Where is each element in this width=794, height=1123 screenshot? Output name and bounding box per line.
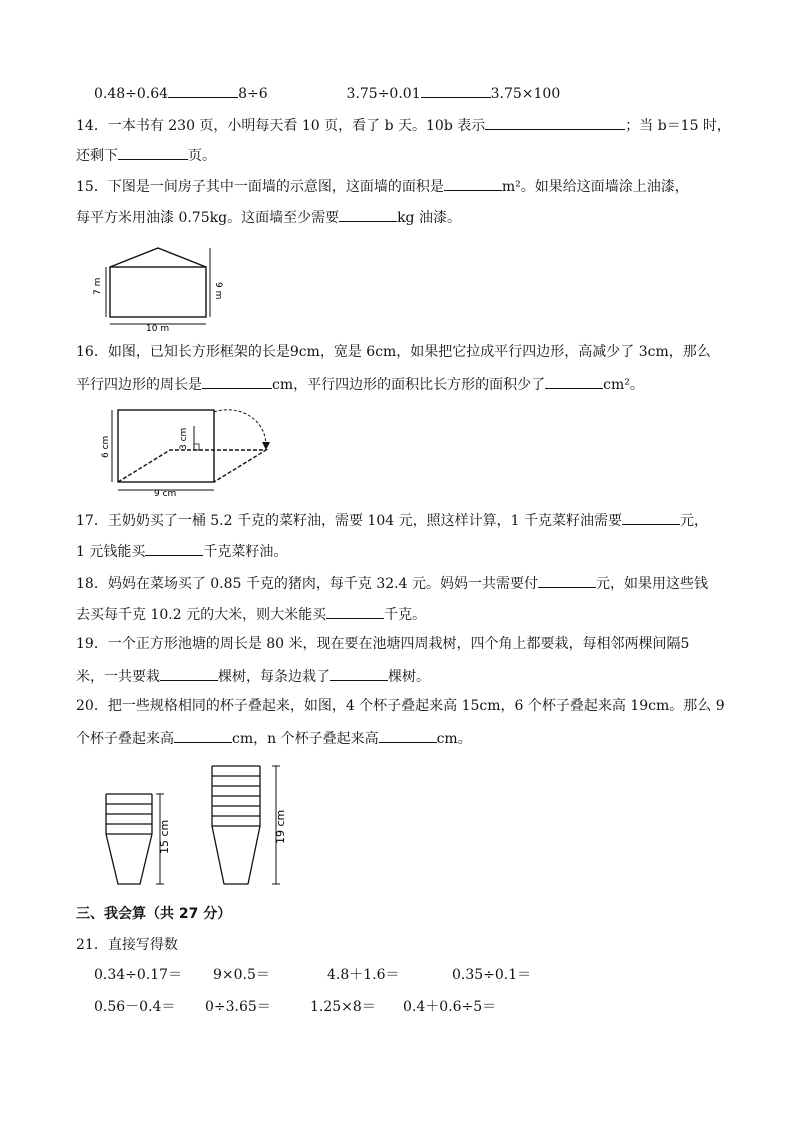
parallelogram-left-label: 6 cm: [101, 435, 111, 458]
q19-text-a: 米，一共要栽: [76, 669, 160, 685]
q16-text-b: cm，平行四边形的面积比长方形的面积少了: [272, 377, 546, 393]
q18-line2: [76, 603, 426, 625]
wall-roof: [110, 248, 206, 267]
q13-a-right: 8÷6: [238, 86, 268, 102]
q17-blank-2[interactable]: [145, 540, 203, 556]
q17-text-a: 17．王奶奶买了一桶 5.2 千克的菜籽油，需要 104 元，照这样计算，1 千克菜籽油需要: [76, 513, 622, 529]
q20-text-b: cm，n 个杯子叠起来高: [232, 731, 379, 747]
q15-blank-1[interactable]: [444, 175, 502, 191]
wall-bottom-label: 10 m: [146, 324, 170, 334]
q18-text-c: 去买每千克 10.2 元的大米，则大米能买: [76, 607, 327, 623]
q15-text-a: 15．下图是一间房子其中一面墙的示意图，这面墙的面积是: [76, 179, 444, 195]
q14-text-a: 14．一本书有 230 页，小明每天看 10 页，看了 b 天。10b 表示: [76, 118, 486, 134]
q13-b-left: 3.75÷0.01: [346, 86, 421, 102]
q15-wall-figure: [93, 232, 226, 334]
q13-b-right: 3.75×100: [490, 86, 561, 102]
q20-line1: 20．把一些规格相同的杯子叠起来，如图，4 个杯子叠起来高 15cm，6 个杯子叠起来高 19cm。那么 9: [76, 698, 725, 714]
q14-blank-2[interactable]: [118, 144, 188, 160]
section-3-title: 三、我会算（共 27 分）: [76, 906, 232, 922]
q13-a-left: 0.48÷0.64: [94, 86, 169, 102]
q18-blank-1[interactable]: [538, 572, 596, 588]
q18-line1: [76, 572, 708, 594]
q17-blank-1[interactable]: [622, 509, 680, 525]
q14-line1: [76, 114, 731, 136]
q21-row1-item4: 0.35÷0.1＝: [452, 967, 532, 983]
q18-blank-2[interactable]: [326, 603, 384, 619]
q17-text-b: 元，: [679, 513, 708, 529]
q16-blank-1[interactable]: [202, 373, 272, 389]
q19-blank-1[interactable]: [160, 665, 218, 681]
q20-blank-2[interactable]: [379, 727, 437, 743]
wall-right-label: 9 m: [213, 282, 223, 300]
q15-text-d: kg 油漆。: [397, 210, 461, 226]
q16-text-c: cm²。: [603, 377, 644, 393]
q14-text-b: ；当 b＝15 时，: [625, 118, 731, 134]
q21-row2-item4: 0.4＋0.6÷5＝: [403, 999, 497, 1015]
q19-text-c: 棵树。: [388, 669, 430, 685]
q18-text-b: 元，如果用这些钱: [595, 576, 708, 592]
q18-text-d: 千克。: [384, 607, 427, 623]
q14-line2: [76, 144, 216, 166]
q18-text-a: 18．妈妈在菜场买了 0.85 千克的猪肉，每千克 32.4 元。妈妈一共需要付: [76, 576, 538, 592]
q19-blank-2[interactable]: [330, 665, 388, 681]
cups-4-height-label: 15 cm: [158, 819, 171, 854]
parallelogram-mid-label: 3 cm: [179, 427, 189, 450]
q13-a-blank[interactable]: [168, 82, 238, 98]
wall-body: [110, 267, 206, 317]
q15-text-c: 每平方米用油漆 0.75kg。这面墙至少需要: [76, 210, 340, 226]
q21-row2-item1: 0.56－0.4＝: [94, 999, 176, 1015]
q17-line2: [76, 540, 287, 562]
parallelogram: [118, 450, 266, 482]
q16-text-a: 平行四边形的周长是: [76, 377, 202, 393]
q13-b-blank[interactable]: [421, 82, 491, 98]
rectangle-frame: [118, 410, 214, 482]
q17-line1: [76, 509, 708, 531]
rotation-arc: [214, 410, 266, 446]
q14-text-d: 页。: [188, 148, 216, 164]
q13-comparison-row: [94, 82, 560, 104]
wall-left-label: 7 m: [93, 277, 103, 295]
q21-title: 21．直接写得数: [76, 937, 178, 953]
q16-blank-2[interactable]: [545, 373, 603, 389]
q14-blank-1[interactable]: [485, 114, 625, 130]
q21-row2-item3: 1.25×8＝: [310, 999, 376, 1015]
q20-text-a: 个杯子叠起来高: [76, 731, 174, 747]
q16-line1: 16．如图，已知长方形框架的长是9cm，宽是 6cm，如果把它拉成平行四边形，高减少了 3cm，那么: [76, 344, 711, 360]
q19-line2: [76, 665, 430, 687]
q19-text-b: 棵树，每条边栽了: [218, 669, 330, 685]
q21-row1-item1: 0.34÷0.17＝: [94, 967, 183, 983]
parallelogram-bottom-label: 9 cm: [154, 489, 177, 499]
q15-line1: [76, 175, 689, 197]
q21-row1-item2: 9×0.5＝: [213, 967, 270, 983]
q19-line1: 19．一个正方形池塘的周长是 80 米，现在要在池塘四周栽树，四个角上都要栽，每相邻两棵间隔5: [76, 636, 690, 652]
cups-6-height-label: 19 cm: [274, 809, 287, 844]
q20-line2: [76, 727, 472, 749]
q21-row2-item2: 0÷3.65＝: [205, 999, 271, 1015]
q20-blank-1[interactable]: [174, 727, 232, 743]
q15-line2: [76, 206, 461, 228]
q21-row1-item3: 4.8＋1.6＝: [327, 967, 400, 983]
cups-stack-6: [212, 766, 260, 884]
q16-parallelogram-figure: [98, 404, 288, 499]
cups-stack-4: [106, 794, 152, 884]
q17-text-d: 千克菜籽油。: [203, 544, 288, 560]
q16-line2: [76, 373, 644, 395]
q20-cups-figure: [96, 758, 296, 890]
q17-text-c: 1 元钱能买: [76, 544, 146, 560]
q15-text-b: m²。如果给这面墙涂上油漆，: [501, 179, 689, 195]
q20-text-c: cm。: [436, 731, 472, 747]
q14-text-c: 还剩下: [76, 148, 118, 164]
q15-blank-2[interactable]: [339, 206, 397, 222]
